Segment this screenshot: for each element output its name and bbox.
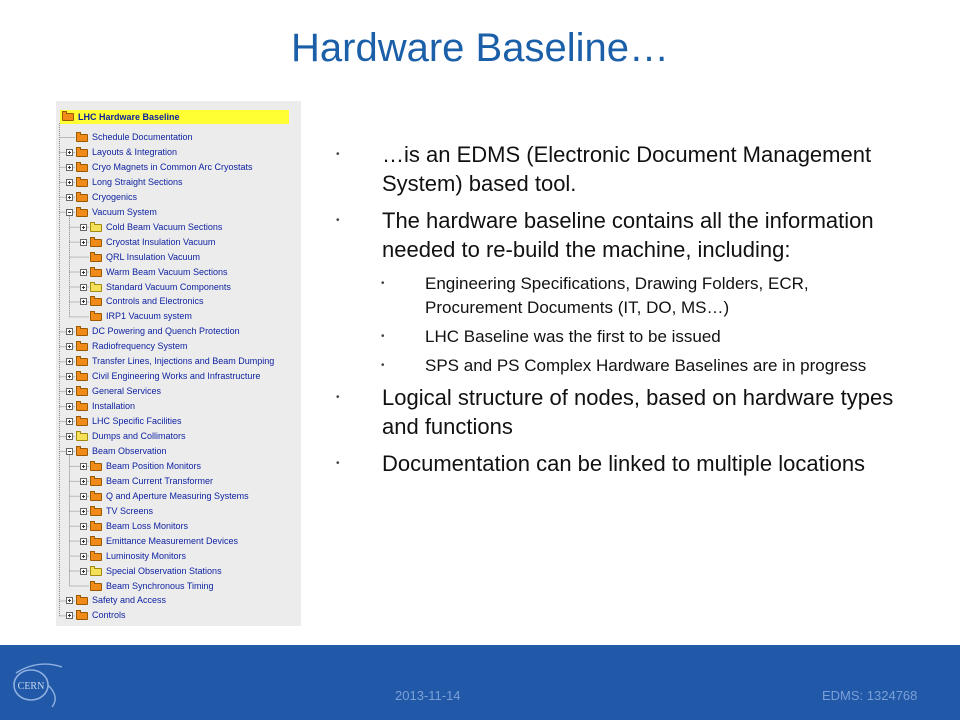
bullet-text: Logical structure of nodes, based on hardware types and functions bbox=[382, 385, 894, 439]
folder-icon bbox=[76, 388, 88, 396]
tree-node-label[interactable]: Dumps and Collimators bbox=[92, 431, 186, 441]
folder-icon bbox=[76, 597, 88, 605]
expand-toggle-icon[interactable] bbox=[80, 239, 87, 246]
expand-toggle-icon[interactable] bbox=[80, 224, 87, 231]
bullet-text: Engineering Specifications, Drawing Folders, ECR, Procurement Documents (IT, DO, MS…) bbox=[425, 274, 809, 317]
tree-node-label[interactable]: Layouts & Integration bbox=[92, 146, 178, 157]
bullet-icon: • bbox=[336, 215, 340, 226]
folder-icon bbox=[90, 583, 102, 591]
folder-icon bbox=[76, 134, 88, 142]
tree-node-label[interactable]: LHC Specific Facilities bbox=[92, 416, 182, 427]
tree-node-label[interactable]: Luminosity Monitors bbox=[106, 550, 187, 561]
expand-toggle-icon[interactable] bbox=[80, 553, 87, 560]
tree-node-label[interactable]: Schedule Documentation bbox=[92, 132, 193, 142]
bullet-text: Documentation can be linked to multiple locations bbox=[382, 451, 866, 476]
tree-node-label[interactable]: Beam Position Monitors bbox=[106, 460, 202, 471]
tree-node-label[interactable]: Cold Beam Vacuum Sections bbox=[106, 221, 223, 232]
tree-node-label[interactable]: Civil Engineering Works and Infrastructure bbox=[92, 371, 261, 382]
folder-icon bbox=[90, 493, 102, 501]
folder-icon bbox=[76, 373, 88, 381]
bullet-icon: • bbox=[336, 392, 340, 403]
tree-node-label[interactable]: Cryogenics bbox=[92, 191, 138, 202]
collapse-toggle-icon[interactable] bbox=[66, 209, 73, 216]
tree-node-label[interactable]: DC Powering and Quench Protection bbox=[92, 326, 240, 337]
expand-toggle-icon[interactable] bbox=[80, 284, 87, 291]
tree-node-label[interactable]: Transfer Lines, Injections and Beam Dumping bbox=[92, 356, 275, 367]
tree-node-label[interactable]: Radiofrequency System bbox=[92, 341, 188, 352]
tree-node-label[interactable]: Controls bbox=[92, 610, 126, 621]
expand-toggle-icon[interactable] bbox=[66, 433, 73, 440]
expand-toggle-icon[interactable] bbox=[66, 194, 73, 201]
tree-node-label[interactable]: Cryo Magnets in Common Arc Cryostats bbox=[92, 161, 253, 172]
tree-node-label[interactable]: Special Observation Stations bbox=[106, 565, 222, 576]
folder-icon bbox=[76, 358, 88, 366]
expand-toggle-icon[interactable] bbox=[66, 328, 73, 335]
bullet-text: LHC Baseline was the first to be issued bbox=[425, 327, 721, 346]
expand-toggle-icon[interactable] bbox=[66, 373, 73, 380]
folder-icon bbox=[76, 179, 88, 187]
cern-logo-label: CERN bbox=[17, 681, 45, 692]
bullet-item bbox=[330, 206, 910, 264]
expand-toggle-icon[interactable] bbox=[66, 343, 73, 350]
folder-icon bbox=[90, 538, 102, 546]
bullet-icon: • bbox=[381, 278, 385, 289]
folder-icon bbox=[90, 553, 102, 561]
tree-node-label[interactable]: Controls and Electronics bbox=[106, 296, 204, 307]
expand-toggle-icon[interactable] bbox=[80, 538, 87, 545]
expand-toggle-icon[interactable] bbox=[66, 388, 73, 395]
tree-node-label[interactable]: General Services bbox=[92, 386, 162, 397]
tree-node-label[interactable]: Beam Current Transformer bbox=[106, 475, 214, 486]
hardware-baseline-tree bbox=[56, 101, 301, 626]
bullet-item bbox=[330, 140, 910, 198]
folder-icon bbox=[76, 328, 88, 336]
bullet-text: SPS and PS Complex Hardware Baselines are in progress bbox=[425, 356, 867, 375]
folder-icon bbox=[90, 523, 102, 531]
expand-toggle-icon[interactable] bbox=[80, 463, 87, 470]
folder-icon bbox=[90, 463, 102, 471]
folder-icon bbox=[76, 343, 88, 351]
expand-toggle-icon[interactable] bbox=[80, 508, 87, 515]
bullet-text: The hardware baseline contains all the information needed to re-build the machine, including: bbox=[382, 208, 874, 262]
slide-title: Hardware Baseline… bbox=[291, 26, 669, 70]
tree-node-label[interactable]: Safety and Access bbox=[92, 595, 167, 606]
expand-toggle-icon[interactable] bbox=[80, 523, 87, 530]
bullet-icon: • bbox=[381, 360, 385, 371]
folder-icon bbox=[90, 478, 102, 486]
folder-icon bbox=[90, 298, 102, 306]
folder-icon bbox=[76, 612, 88, 620]
expand-toggle-icon[interactable] bbox=[80, 568, 87, 575]
expand-toggle-icon[interactable] bbox=[66, 597, 73, 604]
folder-icon bbox=[76, 209, 88, 217]
folder-icon bbox=[90, 284, 102, 292]
expand-toggle-icon[interactable] bbox=[80, 298, 87, 305]
tree-node-label[interactable]: Beam Observation bbox=[92, 445, 167, 456]
footer-date: 2013-11-14 bbox=[395, 688, 461, 703]
folder-icon bbox=[76, 164, 88, 172]
expand-toggle-icon[interactable] bbox=[66, 179, 73, 186]
expand-toggle-icon[interactable] bbox=[66, 612, 73, 619]
sub-bullet-item bbox=[330, 325, 910, 349]
expand-toggle-icon[interactable] bbox=[66, 403, 73, 410]
folder-icon bbox=[90, 239, 102, 247]
tree-root-node[interactable]: LHC Hardware Baseline bbox=[78, 112, 180, 122]
collapse-toggle-icon[interactable] bbox=[66, 448, 73, 455]
bullet-icon: • bbox=[336, 149, 340, 160]
tree-node-label[interactable]: Beam Synchronous Timing bbox=[106, 580, 214, 591]
folder-icon bbox=[76, 149, 88, 157]
sub-bullet-item bbox=[330, 354, 910, 378]
tree-node-label[interactable]: Installation bbox=[92, 401, 136, 412]
folder-icon bbox=[76, 194, 88, 202]
expand-toggle-icon[interactable] bbox=[80, 478, 87, 485]
sub-bullet-item bbox=[330, 272, 910, 320]
folder-icon bbox=[76, 448, 88, 456]
tree-node-label[interactable]: Vacuum System bbox=[92, 206, 157, 217]
folder-icon bbox=[76, 418, 88, 426]
folder-icon bbox=[90, 568, 102, 576]
tree-node-label[interactable]: Emittance Measurement Devices bbox=[106, 535, 239, 546]
folder-icon bbox=[90, 508, 102, 516]
tree-node-label[interactable]: IRP1 Vacuum system bbox=[106, 311, 192, 322]
folder-icon bbox=[76, 403, 88, 411]
tree-node-label[interactable]: Warm Beam Vacuum Sections bbox=[106, 266, 228, 277]
tree-node-label[interactable]: Q and Aperture Measuring Systems bbox=[106, 490, 249, 501]
bullet-item bbox=[330, 449, 910, 478]
bullet-icon: • bbox=[381, 331, 385, 342]
expand-toggle-icon[interactable] bbox=[80, 269, 87, 276]
slide-footer bbox=[0, 645, 960, 720]
folder-icon bbox=[76, 433, 88, 441]
root-folder-icon bbox=[62, 113, 74, 121]
footer-edms-number: EDMS: 1324768 bbox=[822, 688, 918, 703]
folder-icon bbox=[90, 269, 102, 277]
bullet-list bbox=[330, 140, 910, 486]
tree-node-label[interactable]: Beam Loss Monitors bbox=[106, 520, 189, 531]
tree-node-label[interactable]: QRL Insulation Vacuum bbox=[106, 251, 201, 262]
cern-logo-icon bbox=[8, 657, 66, 711]
tree-node-label[interactable]: Long Straight Sections bbox=[92, 176, 183, 187]
folder-icon bbox=[90, 254, 102, 262]
tree-node-label[interactable]: Cryostat Insulation Vacuum bbox=[106, 236, 216, 247]
expand-toggle-icon[interactable] bbox=[80, 493, 87, 500]
bullet-icon: • bbox=[336, 458, 340, 469]
bullet-text: …is an EDMS (Electronic Document Management System) based tool. bbox=[382, 142, 872, 196]
tree-node-label[interactable]: TV Screens bbox=[106, 505, 154, 516]
expand-toggle-icon[interactable] bbox=[66, 149, 73, 156]
expand-toggle-icon[interactable] bbox=[66, 418, 73, 425]
expand-toggle-icon[interactable] bbox=[66, 358, 73, 365]
bullet-item bbox=[330, 383, 910, 441]
expand-toggle-icon[interactable] bbox=[66, 164, 73, 171]
tree-node-label[interactable]: Standard Vacuum Components bbox=[106, 281, 231, 292]
folder-icon bbox=[90, 224, 102, 232]
folder-icon bbox=[90, 313, 102, 321]
